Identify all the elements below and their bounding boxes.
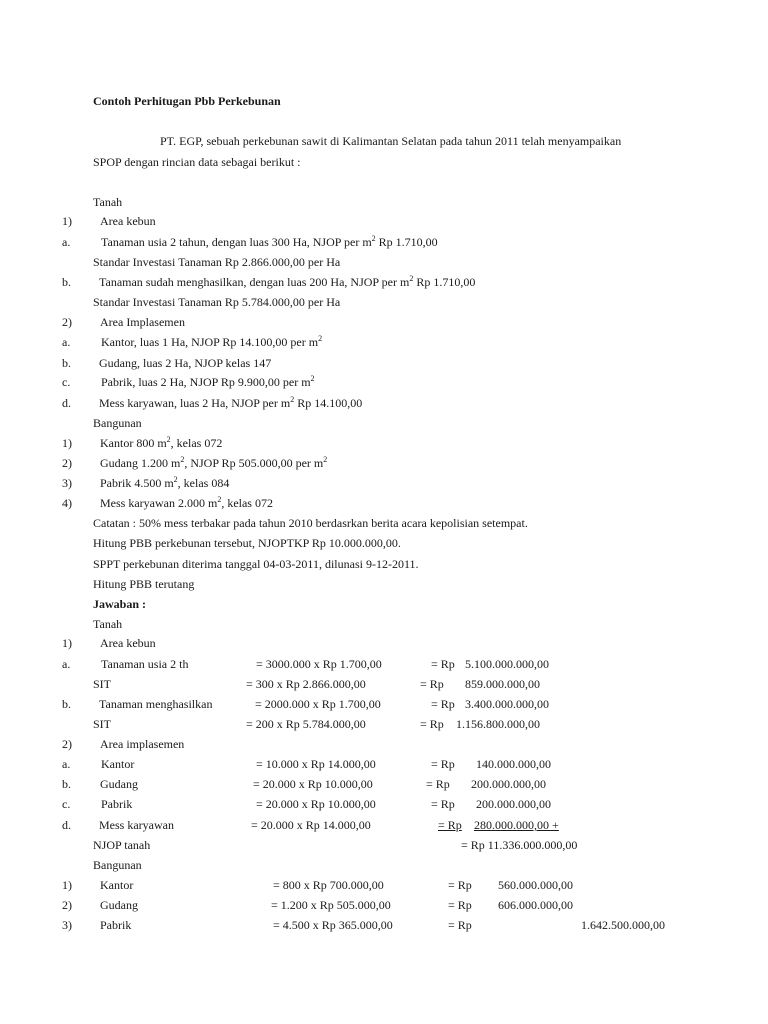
calc-row-value: 606.000.000,00 — [498, 898, 573, 912]
implasemen-item-a: Kantor, luas 1 Ha, NJOP Rp 14.100,00 per $m^2$ — [101, 334, 323, 349]
calc-row-eq: = Rp — [420, 677, 444, 691]
calc-row-formula: = 10.000 x Rp 14.000,00 — [256, 757, 376, 771]
kebun-item-a-sit: Standar Investasi Tanaman Rp 2.866.000,00 per Ha — [93, 255, 341, 269]
calc-row-eq: = Rp — [426, 777, 450, 791]
area-kebun-label: Area kebun — [100, 214, 156, 228]
list-marker: a. — [62, 335, 71, 349]
kebun-item-b: Tanaman sudah menghasilkan, dengan luas 200 Ha, NJOP per $m^2$ Rp 1.710,00 — [99, 274, 476, 289]
jawaban-area-implasemen: Area implasemen — [100, 737, 185, 751]
list-marker: a. — [62, 235, 71, 249]
calc-row-formula: = 20.000 x Rp 10.000,00 — [256, 797, 376, 811]
calc-row-label: Pabrik — [100, 918, 132, 932]
bangunan-item: Kantor 800 $m^2$, kelas 072 — [100, 435, 223, 450]
calc-row-label: Tanaman menghasilkan — [99, 697, 213, 711]
list-marker: 2) — [62, 737, 72, 751]
calc-row-formula: = 4.500 x Rp 365.000,00 — [273, 918, 393, 932]
calc-row-label: Pabrik — [101, 797, 133, 811]
list-marker: 3) — [62, 476, 72, 490]
calc-row-label: Tanaman usia 2 th — [101, 657, 189, 671]
calc-row-label: Gudang — [100, 898, 138, 912]
jawaban-area-kebun: Area kebun — [100, 636, 156, 650]
list-marker: 2) — [62, 315, 72, 329]
calc-row-eq: = Rp — [448, 918, 472, 932]
intro-line-2: SPOP dengan rincian data sebagai berikut : — [93, 155, 301, 169]
list-marker: d. — [62, 818, 71, 832]
calc-row-eq: = Rp — [448, 898, 472, 912]
implasemen-item-c: Pabrik, luas 2 Ha, NJOP Rp 9.900,00 per $m^2$ — [101, 374, 315, 389]
section-heading-tanah: Tanah — [93, 195, 123, 209]
calc-row-formula: = 20.000 x Rp 10.000,00 — [253, 777, 373, 791]
calc-row-formula: = 3000.000 x Rp 1.700,00 — [256, 657, 382, 671]
calc-row-value: 280.000.000,00 + — [474, 818, 559, 832]
list-marker: b. — [62, 697, 71, 711]
intro-line-1: PT. EGP, sebuah perkebunan sawit di Kalimantan Selatan pada tahun 2011 telah menyampaikan — [160, 134, 622, 148]
calc-row-eq: = Rp — [438, 818, 462, 832]
list-marker: 4) — [62, 496, 72, 510]
calc-row-eq: = Rp — [431, 657, 455, 671]
list-marker: 1) — [62, 214, 72, 228]
kebun-item-a: Tanaman usia 2 tahun, dengan luas 300 Ha, NJOP per $m^2$ Rp 1.710,00 — [101, 234, 438, 249]
calc-row-value: 200.000.000,00 — [476, 797, 551, 811]
catatan: Catatan : 50% mess terbakar pada tahun 2010 berdasrkan berita acara kepolisian setempat. — [93, 516, 528, 530]
calc-row-label: SIT — [93, 717, 111, 731]
calc-row-value: 859.000.000,00 — [465, 677, 540, 691]
list-marker: c. — [62, 375, 71, 389]
bangunan-item: Gudang 1.200 $m^2$, NJOP Rp 505.000,00 per $m^2$ — [100, 455, 328, 470]
list-marker: a. — [62, 757, 71, 771]
instruction-hitung-terutang: Hitung PBB terutang — [93, 577, 195, 591]
calc-row-label: Kantor — [100, 878, 134, 892]
calc-row-value: 140.000.000,00 — [476, 757, 551, 771]
calc-row-eq: = Rp — [431, 797, 455, 811]
bangunan-item: Pabrik 4.500 $m^2$, kelas 084 — [100, 475, 230, 490]
list-marker: 1) — [62, 636, 72, 650]
calc-row-formula: = 2000.000 x Rp 1.700,00 — [255, 697, 381, 711]
list-marker: b. — [62, 356, 71, 370]
list-marker: 2) — [62, 456, 72, 470]
calc-row-value: 5.100.000.000,00 — [465, 657, 549, 671]
list-marker: 1) — [62, 878, 72, 892]
list-marker: 2) — [62, 898, 72, 912]
implasemen-item-d: Mess karyawan, luas 2 Ha, NJOP per $m^2$ Rp 14.100,00 — [99, 395, 363, 410]
list-marker: d. — [62, 396, 71, 410]
calc-row-value: 1.156.800.000,00 — [456, 717, 540, 731]
calc-row-formula: = 200 x Rp 5.784.000,00 — [246, 717, 366, 731]
calc-row-label: Mess karyawan — [99, 818, 174, 832]
list-marker: 1) — [62, 436, 72, 450]
bangunan-item: Mess karyawan 2.000 $m^2$, kelas 072 — [100, 495, 273, 510]
list-marker: c. — [62, 797, 71, 811]
list-marker: b. — [62, 777, 71, 791]
calc-row-formula: = 20.000 x Rp 14.000,00 — [251, 818, 371, 832]
instruction-hitung-pbb: Hitung PBB perkebunan tersebut, NJOPTKP Rp 10.000.000,00. — [93, 536, 401, 550]
calc-row-value: 560.000.000,00 — [498, 878, 573, 892]
calc-row-eq: = Rp — [420, 717, 444, 731]
jawaban-bangunan-heading: Bangunan — [93, 858, 142, 872]
jawaban-heading: Jawaban : — [93, 597, 147, 611]
list-marker: a. — [62, 657, 71, 671]
calc-row-eq: = Rp — [448, 878, 472, 892]
calc-row-label: SIT — [93, 677, 111, 691]
kebun-item-b-sit: Standar Investasi Tanaman Rp 5.784.000,00 per Ha — [93, 295, 341, 309]
area-implasemen-label: Area Implasemen — [100, 315, 185, 329]
calc-row-eq: = Rp — [431, 757, 455, 771]
njop-tanah-label: NJOP tanah — [93, 838, 151, 852]
document-title: Contoh Perhitugan Pbb Perkebunan — [93, 94, 281, 108]
section-heading-bangunan: Bangunan — [93, 416, 142, 430]
calc-row-formula: = 300 x Rp 2.866.000,00 — [246, 677, 366, 691]
calc-row-formula: = 1.200 x Rp 505.000,00 — [271, 898, 391, 912]
calc-row-label: Kantor — [101, 757, 135, 771]
calc-row-value: 3.400.000.000,00 — [465, 697, 549, 711]
calc-row-eq: = Rp — [431, 697, 455, 711]
njop-tanah-total: = Rp 11.336.000.000,00 — [461, 838, 578, 852]
calc-row-label: Gudang — [100, 777, 138, 791]
calc-row-formula: = 800 x Rp 700.000,00 — [273, 878, 384, 892]
sppt-info: SPPT perkebunan diterima tanggal 04-03-2011, dilunasi 9-12-2011. — [93, 557, 419, 571]
calc-row-value: 1.642.500.000,00 — [581, 918, 665, 932]
jawaban-tanah-heading: Tanah — [93, 617, 123, 631]
list-marker: 3) — [62, 918, 72, 932]
implasemen-item-b: Gudang, luas 2 Ha, NJOP kelas 147 — [99, 356, 272, 370]
list-marker: b. — [62, 275, 71, 289]
calc-row-value: 200.000.000,00 — [471, 777, 546, 791]
